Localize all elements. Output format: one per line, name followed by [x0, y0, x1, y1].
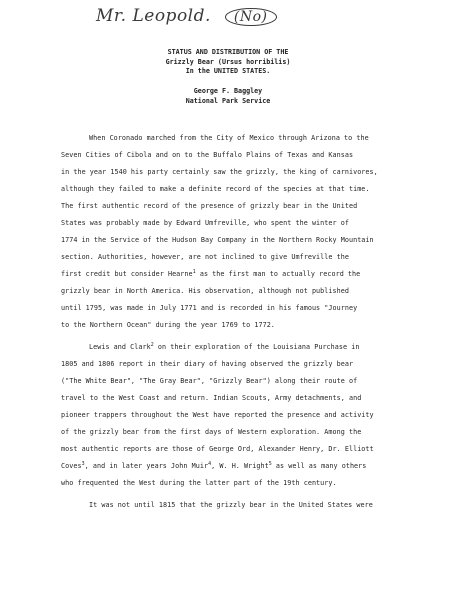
- body-line: Seven Cities of Cibola and on to the Buffalo Plains of Texas and Kansas: [61, 151, 354, 159]
- body-line: ("The White Bear", "The Gray Bear", "Grizzly Bear") along their route of: [61, 377, 358, 385]
- body-line: [61, 270, 360, 279]
- body-line: When Coronado marched from the City of Mexico through Arizona to the: [89, 134, 369, 142]
- body-line: grizzly bear in North America. His observation, although not published: [61, 287, 349, 295]
- line-text: as the first man to actually record the: [195, 270, 361, 278]
- line-text: , W. H. Wright: [211, 462, 269, 470]
- author-affiliation: National Park Service: [185, 97, 271, 105]
- heading-line-3: In the UNITED STATES.: [185, 67, 271, 75]
- body-line: in the year 1540 his party certainly saw the grizzly, the king of carnivores,: [61, 168, 378, 176]
- handwritten-number: (No): [225, 8, 277, 26]
- footnote-mark: 2: [150, 341, 154, 348]
- heading-line-1: STATUS AND DISTRIBUTION OF THE: [167, 48, 289, 56]
- body-line: States was probably made by Edward Umfreville, who spent the winter of: [61, 219, 349, 227]
- body-line: until 1795, was made in July 1771 and is recorded in his famous "Journey: [61, 304, 358, 312]
- line-text: Lewis and Clark: [89, 343, 151, 351]
- body-line: to the Northern Ocean" during the year 1769 to 1772.: [61, 321, 275, 329]
- line-text: on their exploration of the Louisiana Purchase in: [153, 343, 360, 351]
- body-line: section. Authorities, however, are not inclined to give Umfreville the: [61, 253, 349, 261]
- line-text: first credit but consider Hearne: [61, 270, 193, 278]
- body-line: It was not until 1815 that the grizzly bear in the United States were: [89, 501, 373, 509]
- body-line: [89, 343, 359, 352]
- footnote-mark: 4: [208, 460, 212, 467]
- body-line: although they failed to make a definite record of the species at that time.: [61, 185, 370, 193]
- line-text: Coves: [61, 462, 82, 470]
- body-line: travel to the West Coast and return. Indian Scouts, Army detachments, and: [61, 394, 362, 402]
- body-line: who frequented the West during the latter part of the 19th century.: [61, 479, 337, 487]
- body-line: most authentic reports are those of George Ord, Alexander Henry, Dr. Elliott: [61, 445, 374, 453]
- handwritten-name: Mr. Leopold.: [96, 6, 211, 26]
- body-line: 1774 in the Service of the Hudson Bay Company in the Northern Rocky Mountain: [61, 236, 374, 244]
- heading-line-2: Grizzly Bear (Ursus horribilis): [165, 57, 291, 66]
- body-line: 1805 and 1806 report in their diary of having observed the grizzly bear: [61, 360, 354, 368]
- body-line: pioneer trappers throughout the West have reported the presence and activity: [61, 411, 374, 419]
- line-text: , and in later years John Muir: [84, 462, 209, 470]
- line-text: as well as many others: [271, 462, 367, 470]
- body-line: [61, 462, 366, 471]
- footnote-mark: 5: [268, 460, 272, 467]
- body-line: The first authentic record of the presence of grizzly bear in the United: [61, 202, 358, 210]
- author-name: George F. Baggley: [193, 87, 263, 95]
- footnote-mark: 1: [192, 268, 196, 275]
- body-line: of the grizzly bear from the first days of Western exploration. Among the: [61, 428, 362, 436]
- footnote-mark: 3: [81, 460, 85, 467]
